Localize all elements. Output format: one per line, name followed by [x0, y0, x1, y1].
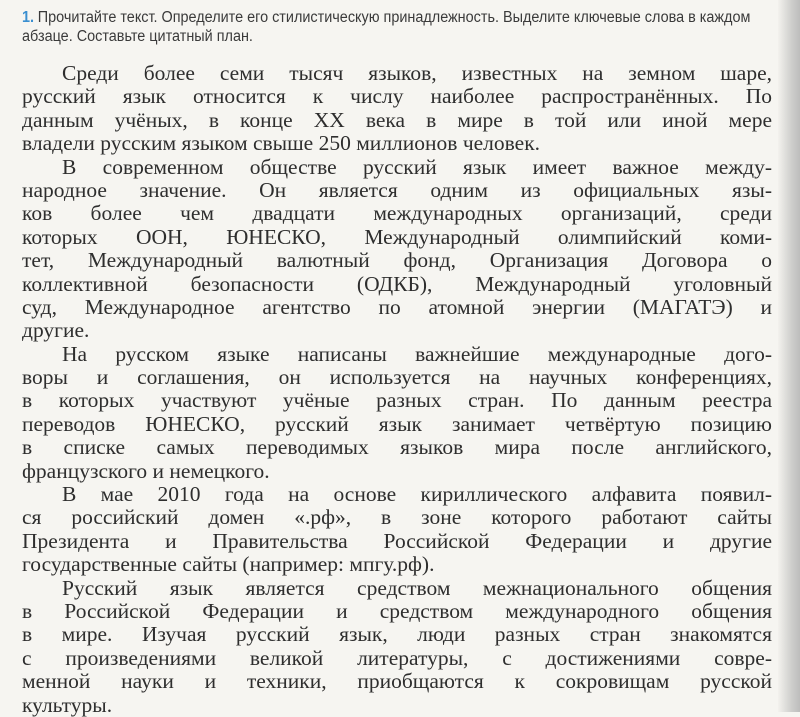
text-line: воры и соглашения, он используется на научных конференциях,: [22, 365, 772, 390]
text-line: менной науки и техники, приобщаются к сокровищам русской: [22, 669, 772, 694]
text-line: коллективной безопасности (ОДКБ), Международный уголовный: [22, 271, 772, 296]
text-line: народное значение. Он является одним из официальных язы-: [22, 177, 772, 202]
text-line: русский язык относится к числу наиболее распространённых. По: [22, 84, 772, 109]
text-line: ся российский домен «.рф», в зоне которого работают сайты: [22, 505, 772, 530]
text-line: которых ООН, ЮНЕСКО, Международный олимпийский коми-: [22, 224, 772, 249]
text-line: французского и немецкого.: [22, 458, 270, 483]
text-line: в мире. Изучая русский язык, люди разных стран знакомятся: [22, 622, 772, 647]
paragraph: [22, 577, 772, 717]
text-line: На русском языке написаны важнейшие международные дого-: [62, 341, 772, 366]
text-line: В современном обществе русский язык имеет важное между-: [62, 154, 772, 179]
task-number: 1.: [22, 9, 35, 26]
text-line: в списке самых переводимых языков мира после английского,: [22, 435, 772, 460]
text-line: тет, Международный валютный фонд, Организация Договора о: [22, 248, 772, 273]
text-line: в которых участвуют учёные разных стран. По данным реестра: [22, 388, 772, 413]
paragraph: [22, 62, 772, 156]
text-line: Среди более семи тысяч языков, известных на земном шаре,: [62, 61, 772, 85]
text-line: переводов ЮНЕСКО, русский язык занимает четвёртую позицию: [22, 411, 772, 436]
text-line: культуры.: [22, 692, 113, 717]
text-line: Русский язык является средством межнационального общения: [62, 575, 772, 600]
text-line: данным учёных, в конце XX века в мире в той или иной мере: [22, 107, 772, 132]
text-line: государственные сайты (например: мпгу.рф).: [22, 552, 435, 577]
text-line: владели русским языком свыше 250 миллионов человек.: [22, 131, 541, 156]
paragraph: [22, 343, 772, 483]
text-line: с произведениями великой литературы, с достижениями совре-: [22, 645, 772, 670]
paragraph: [22, 156, 772, 343]
page-edge-shadow: [778, 0, 800, 712]
paragraph: [22, 483, 772, 577]
text-line: Президента и Правительства Российской Федерации и другие: [22, 528, 772, 553]
task-instruction: [22, 8, 773, 46]
text-line: другие.: [22, 318, 90, 343]
text-body: [22, 62, 772, 717]
text-line: суд, Международное агентство по атомной энергии (МАГАТЭ) и: [22, 294, 772, 319]
task-text: Прочитайте текст. Определите его стилистическую принадлежность. Выделите ключевые слова в каждом абзаце. Составьте цитатный план.: [22, 9, 751, 45]
text-line: в Российской Федерации и средством международного общения: [22, 598, 772, 623]
text-line: ков более чем двадцати международных организаций, среди: [22, 201, 772, 226]
text-line: В мае 2010 года на основе кириллического алфавита появил-: [62, 482, 772, 507]
